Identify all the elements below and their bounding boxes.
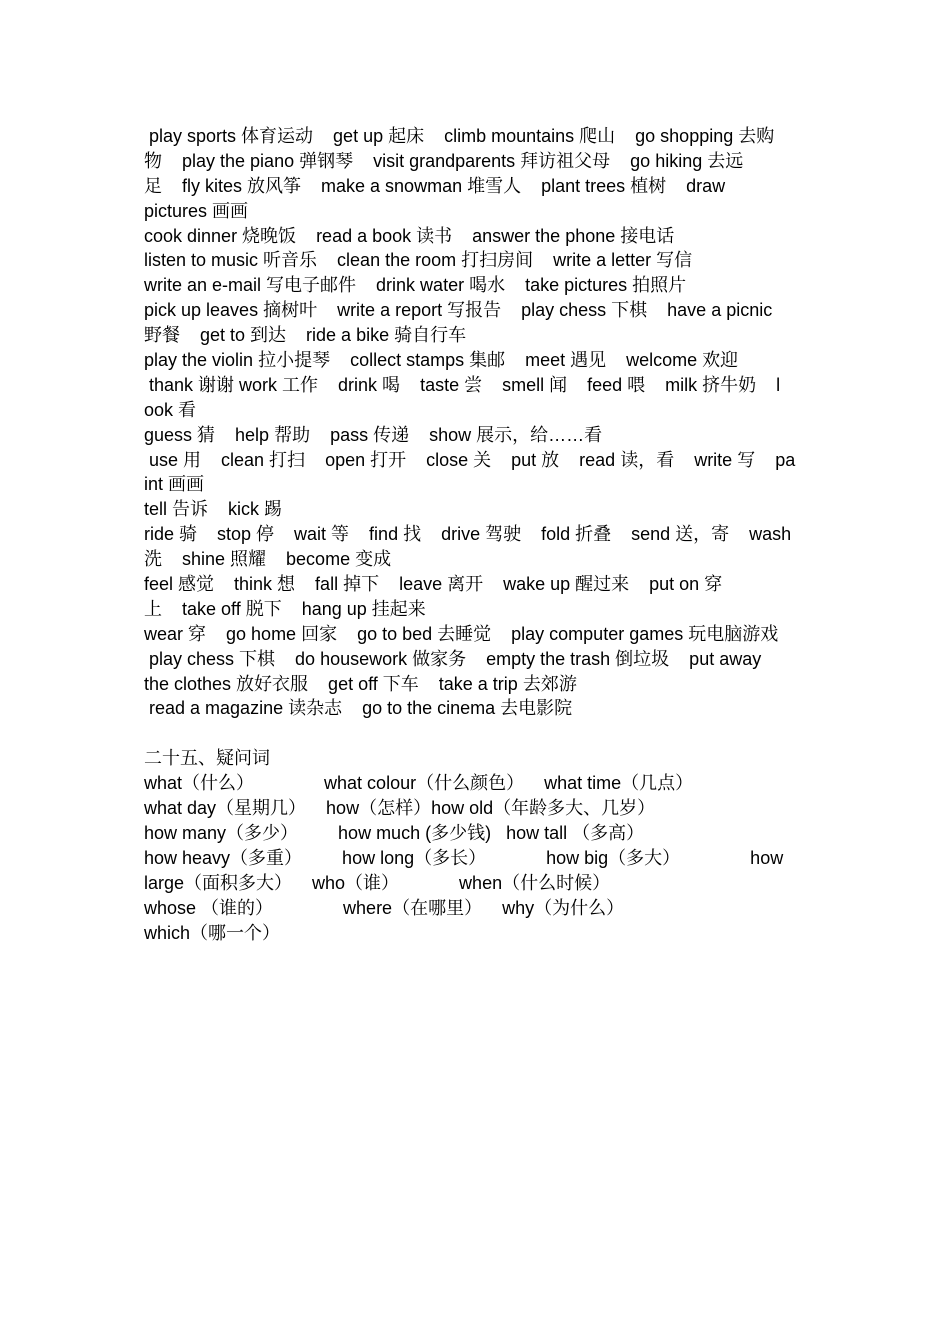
verb-line: cook dinner 烧晚饭 read a book 读书 answer the phone 接电话	[144, 225, 675, 246]
verb-line: tell 告诉 kick 踢	[144, 499, 283, 520]
question-word-line: whose （谁的） where（在哪里） why（为什么）	[144, 897, 625, 918]
verb-line: ook 看	[144, 399, 197, 420]
verb-line: 物 play the piano 弹钢琴 visit grandparents 拜访祖父母 go hiking 去远	[144, 150, 744, 171]
question-word-list	[144, 771, 808, 945]
question-word-line: large（面积多大） who（谁） when（什么时候）	[144, 872, 611, 893]
verb-line: play chess 下棋 do housework 做家务 empty the trash 倒垃圾 put away	[144, 648, 762, 669]
verb-line: ride 骑 stop 停 wait 等 find 找 drive 驾驶 fold 折叠 send 送，寄 wash	[144, 524, 792, 545]
verb-line: feel 感觉 think 想 fall 掉下 leave 离开 wake up 醒过来 put on 穿	[144, 574, 723, 595]
verb-line: 野餐 get to 到达 ride a bike 骑自行车	[144, 325, 467, 346]
verb-line: 足 fly kites 放风筝 make a snowman 堆雪人 plant trees 植树 draw	[144, 175, 726, 196]
verb-line: listen to music 听音乐 clean the room 打扫房间 write a letter 写信	[144, 250, 693, 271]
question-word-line: what（什么） what colour（什么颜色） what time（几点）	[144, 773, 694, 794]
question-word-line: which（哪一个）	[144, 922, 281, 943]
verb-line: play sports 体育运动 get up 起床 climb mountains 爬山 go shopping 去购	[144, 126, 775, 146]
verb-line: 上 take off 脱下 hang up 挂起来	[144, 598, 426, 619]
verb-line: use 用 clean 打扫 open 打开 close 关 put 放 read 读，看 write 写 pa	[144, 449, 796, 470]
document-page	[144, 124, 808, 945]
verb-line: write an e-mail 写电子邮件 drink water 喝水 take pictures 拍照片	[144, 275, 687, 296]
verb-line: guess 猜 help 帮助 pass 传递 show 展示，给……看	[144, 424, 603, 445]
verb-line: pictures 画画	[144, 200, 249, 221]
section-title: 二十五、疑问词	[144, 748, 270, 769]
verb-line: thank 谢谢 work 工作 drink 喝 taste 尝 smell 闻 feed 喂 milk 挤牛奶 l	[144, 374, 781, 395]
verb-line: read a magazine 读杂志 go to the cinema 去电影院	[144, 698, 573, 719]
question-word-line: how many（多少） how much (多少钱) how tall （多高）	[144, 822, 645, 843]
verb-line: int 画画	[144, 474, 205, 495]
verb-line: pick up leaves 摘树叶 write a report 写报告 play chess 下棋 have a picnic	[144, 300, 773, 321]
question-word-line: what day（星期几） how（怎样）how old（年龄多大、几岁）	[144, 798, 656, 819]
verb-line: the clothes 放好衣服 get off 下车 take a trip 去郊游	[144, 673, 577, 694]
question-word-line: how heavy（多重） how long（多长） how big（多大） how	[144, 847, 784, 868]
blank-line	[144, 721, 808, 746]
verb-line: wear 穿 go home 回家 go to bed 去睡觉 play computer games 玩电脑游戏	[144, 623, 779, 644]
verb-phrase-list	[144, 124, 808, 721]
verb-line: 洗 shine 照耀 become 变成	[144, 549, 392, 570]
verb-line: play the violin 拉小提琴 collect stamps 集邮 meet 遇见 welcome 欢迎	[144, 350, 739, 371]
